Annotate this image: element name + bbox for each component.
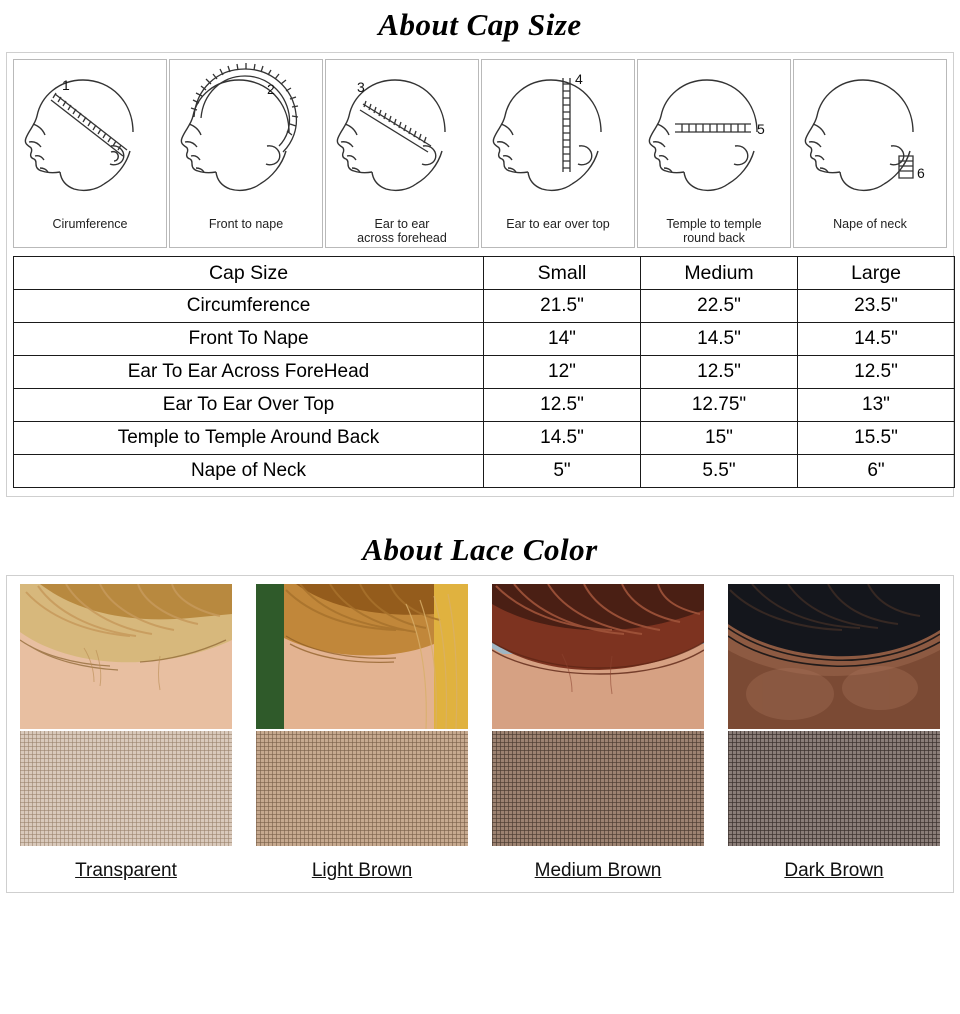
diagram-number: 5 <box>757 121 765 137</box>
table-row <box>14 422 955 455</box>
diagram-caption: Ear to ear over top <box>506 217 610 231</box>
lace-mesh-texture <box>20 731 232 846</box>
lace-material-swatch-medium-brown <box>492 731 704 846</box>
cell-small: 14" <box>484 323 641 356</box>
table-row <box>14 356 955 389</box>
cell-large: 23.5" <box>798 290 955 323</box>
head-circumference-measure-icon <box>14 60 166 215</box>
lace-swatch-light-brown <box>256 584 468 882</box>
diagram-number: 6 <box>917 165 925 181</box>
cell-large: 14.5" <box>798 323 955 356</box>
column-header-small: Small <box>484 257 641 290</box>
head-ear-to-ear-over-top-measure-icon <box>482 60 634 215</box>
table-row <box>14 455 955 488</box>
lace-mesh-texture <box>728 731 940 846</box>
medium-brown-hairline-photo <box>492 584 704 729</box>
lace-material-swatch-light-brown <box>256 731 468 846</box>
diagram-caption: Cirumference <box>52 217 128 231</box>
measurement-diagram-strip <box>13 59 947 248</box>
lace-label: Transparent <box>75 860 177 881</box>
column-header-large: Large <box>798 257 955 290</box>
cell-small: 12" <box>484 356 641 389</box>
lace-label: Medium Brown <box>534 860 662 881</box>
row-label: Nape of Neck <box>14 455 484 488</box>
lace-color-grid <box>13 584 947 882</box>
table-row <box>14 323 955 356</box>
cap-size-panel <box>6 52 954 497</box>
diagram-caption-line1: Temple to temple <box>666 217 762 231</box>
diagram-caption: Front to nape <box>208 217 284 231</box>
lace-material-swatch-transparent <box>20 731 232 846</box>
diagram-number: 2 <box>267 81 275 97</box>
lace-mesh-texture <box>492 731 704 846</box>
cell-large: 6" <box>798 455 955 488</box>
cell-small: 14.5" <box>484 422 641 455</box>
section-divider <box>0 497 960 527</box>
about-cap-size-title: About Cap Size <box>378 7 582 42</box>
table-row <box>14 290 955 323</box>
row-label: Ear To Ear Across ForeHead <box>14 356 484 389</box>
diagram-number: 3 <box>357 79 365 95</box>
cell-large: 12.5" <box>798 356 955 389</box>
diagram-caption-line2: across forehead <box>357 231 447 245</box>
cell-large: 13" <box>798 389 955 422</box>
about-lace-color-title: About Lace Color <box>362 532 598 567</box>
blonde-hairline-photo <box>20 584 232 729</box>
row-label: Temple to Temple Around Back <box>14 422 484 455</box>
cell-small: 5" <box>484 455 641 488</box>
diagram-cell-ear-to-ear-forehead <box>325 59 479 248</box>
diagram-number: 1 <box>62 77 70 93</box>
lace-swatch-medium-brown <box>492 584 704 882</box>
lace-material-swatch-dark-brown <box>728 731 940 846</box>
lace-label: Dark Brown <box>784 860 884 881</box>
diagram-cell-nape-of-neck <box>793 59 947 248</box>
column-header-cap-size: Cap Size <box>14 257 484 290</box>
page-bottom-spacer <box>0 893 960 927</box>
dark-brown-hairline-photo <box>728 584 940 729</box>
head-nape-of-neck-measure-icon <box>794 60 946 215</box>
diagram-caption <box>355 215 449 245</box>
cell-medium: 5.5" <box>641 455 798 488</box>
cell-medium: 22.5" <box>641 290 798 323</box>
light-brown-hairline-photo <box>256 584 468 729</box>
cell-large: 15.5" <box>798 422 955 455</box>
lace-swatch-dark-brown <box>728 584 940 882</box>
row-label: Ear To Ear Over Top <box>14 389 484 422</box>
diagram-cell-temple-to-temple <box>637 59 791 248</box>
row-label: Circumference <box>14 290 484 323</box>
diagram-cell-front-to-nape <box>169 59 323 248</box>
cell-medium: 15" <box>641 422 798 455</box>
diagram-caption-line2: round back <box>683 231 745 245</box>
diagram-caption <box>664 215 763 245</box>
cell-medium: 14.5" <box>641 323 798 356</box>
diagram-caption-line1: Ear to ear <box>374 217 430 231</box>
row-label: Front To Nape <box>14 323 484 356</box>
cap-size-table <box>13 256 955 488</box>
cell-small: 12.5" <box>484 389 641 422</box>
lace-swatch-transparent <box>20 584 232 882</box>
head-front-to-nape-measure-icon <box>170 60 322 215</box>
head-ear-to-ear-forehead-measure-icon <box>326 60 478 215</box>
cell-small: 21.5" <box>484 290 641 323</box>
table-row <box>14 389 955 422</box>
lace-color-panel <box>6 575 954 893</box>
cell-medium: 12.5" <box>641 356 798 389</box>
lace-mesh-texture <box>256 731 468 846</box>
column-header-medium: Medium <box>641 257 798 290</box>
table-header-row <box>14 257 955 290</box>
lace-label: Light Brown <box>311 860 413 881</box>
diagram-cell-ear-to-ear-over-top <box>481 59 635 248</box>
cell-medium: 12.75" <box>641 389 798 422</box>
diagram-cell-circumference <box>13 59 167 248</box>
diagram-caption: Nape of neck <box>833 217 907 231</box>
head-temple-to-temple-measure-icon <box>638 60 790 215</box>
diagram-number: 4 <box>575 71 583 87</box>
